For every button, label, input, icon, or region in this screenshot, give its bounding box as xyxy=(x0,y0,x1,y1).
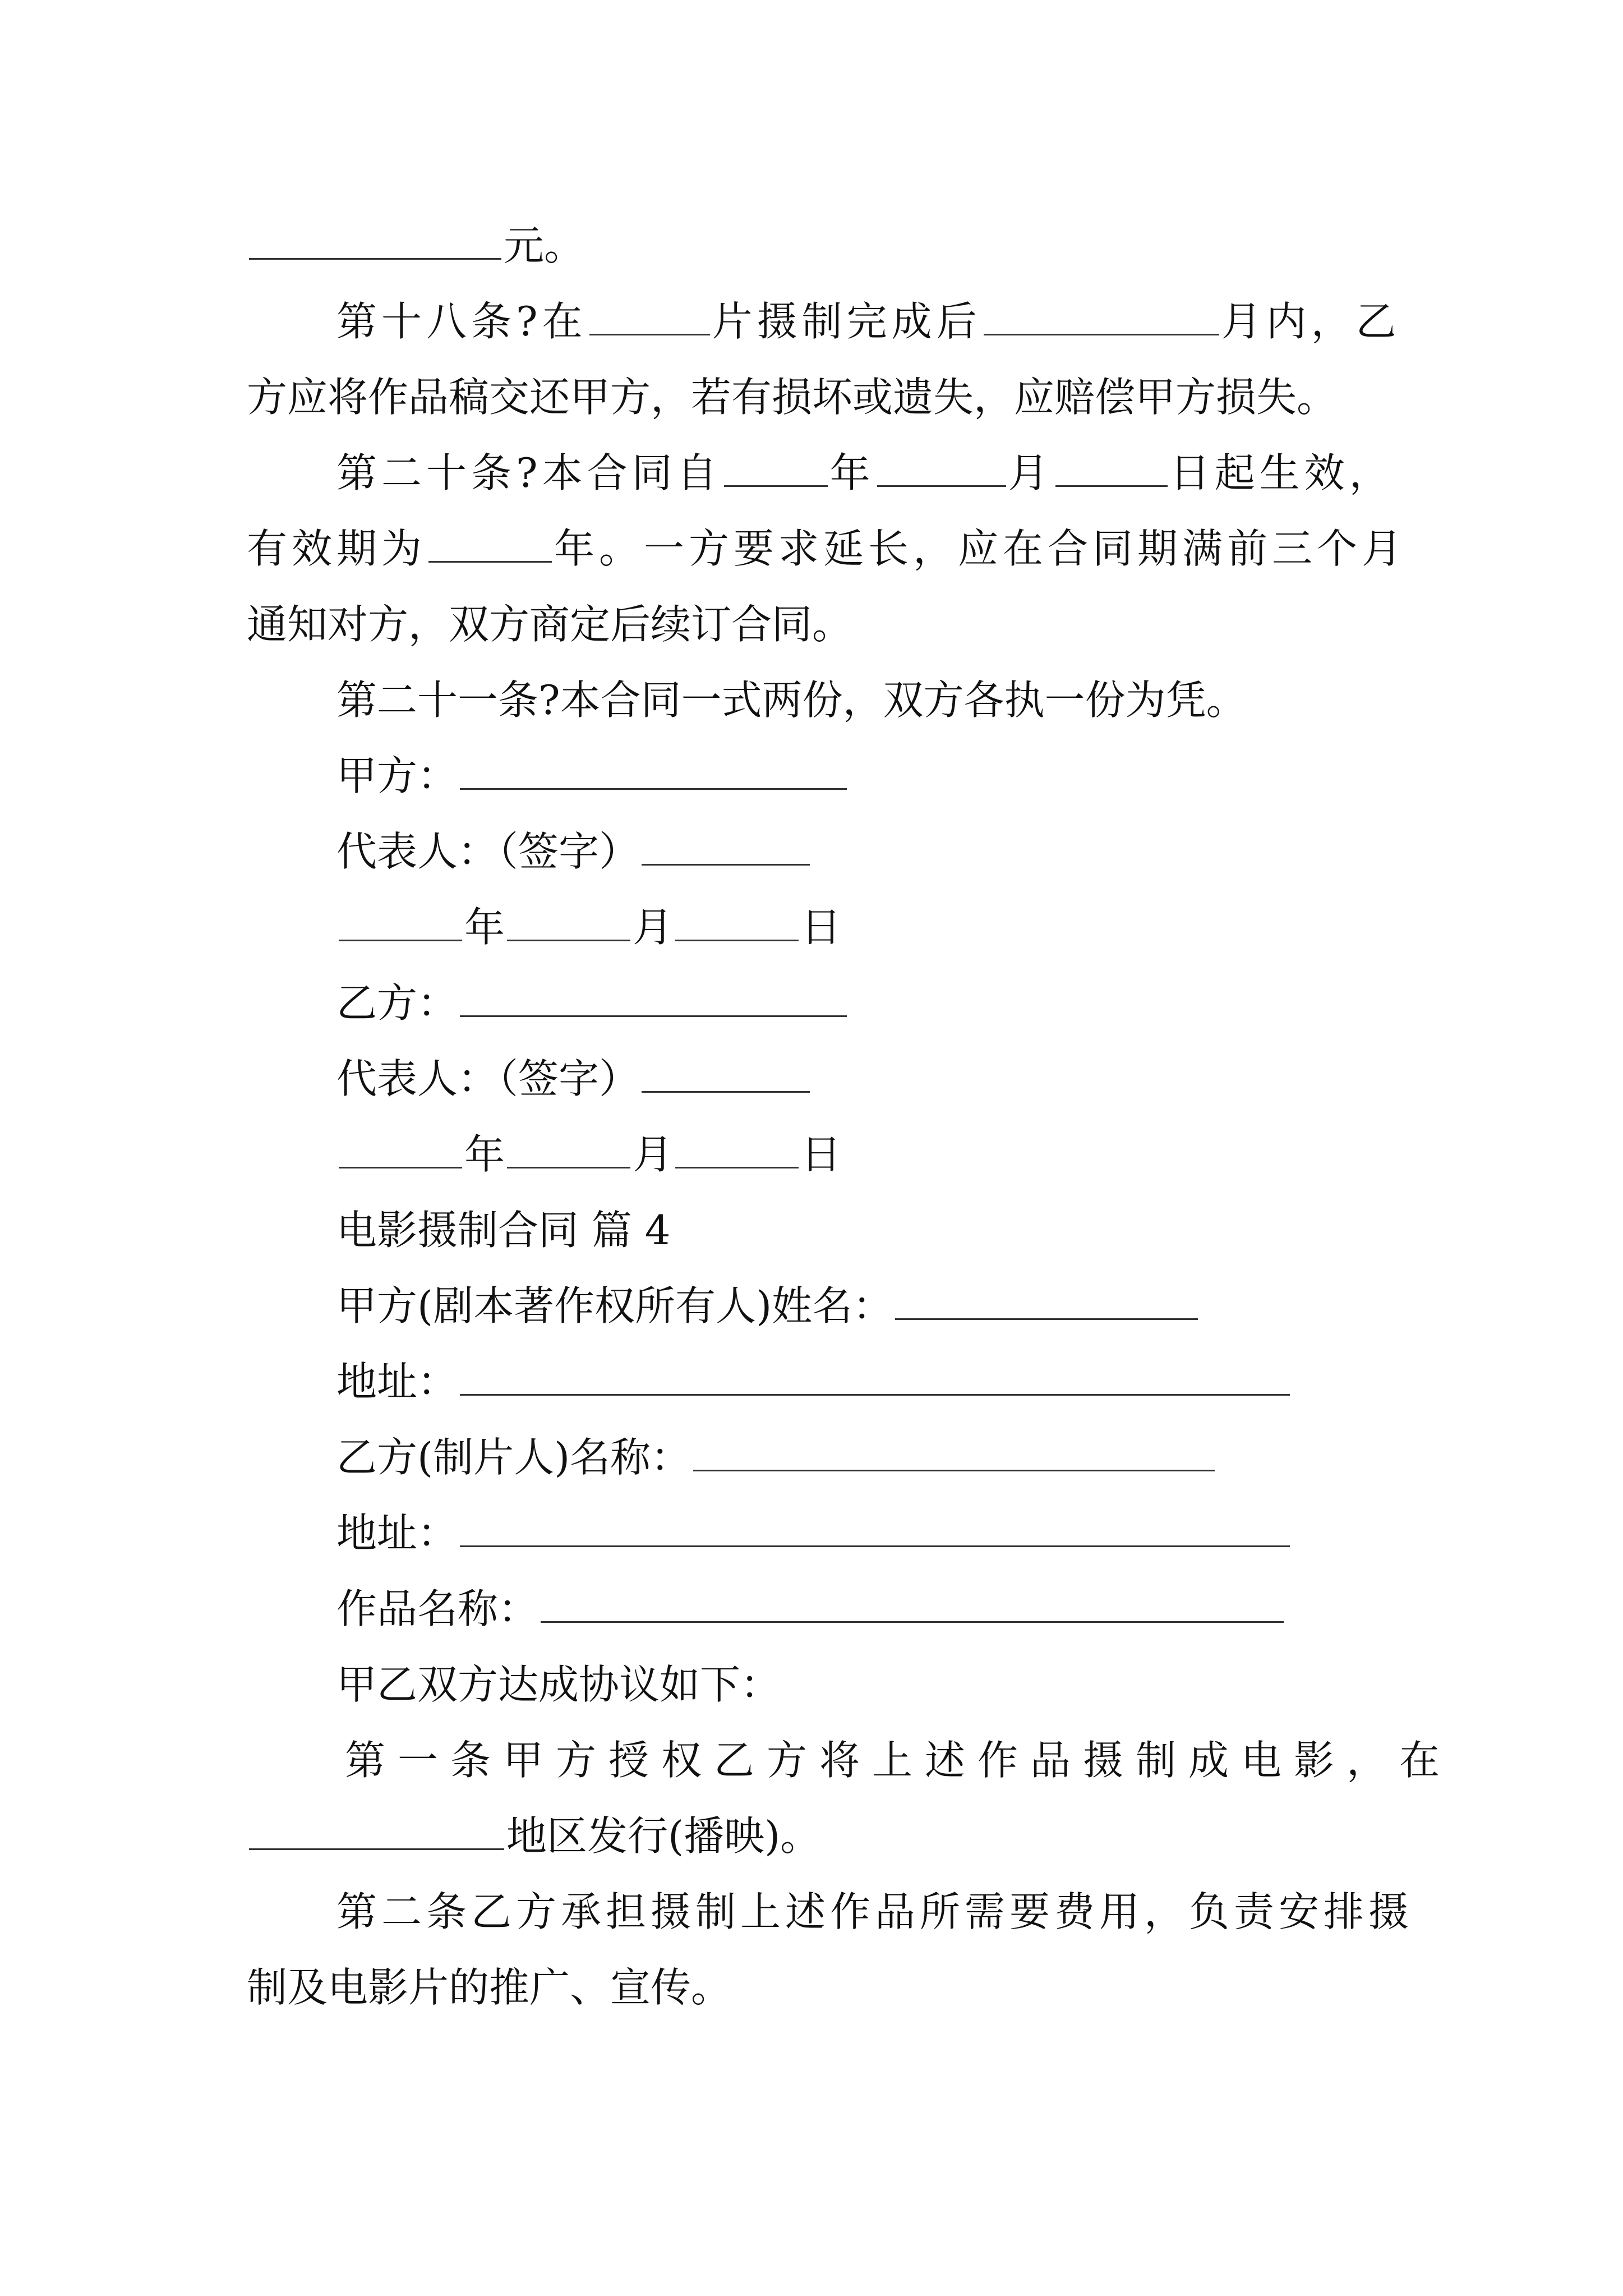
rep-a-line xyxy=(336,825,812,878)
article-1-line-1-text: 第一条甲方授权乙方将上述作品摄制成电影，在 xyxy=(345,1737,1453,1784)
rep-a-signature-blank[interactable] xyxy=(642,829,810,866)
work-name-blank[interactable] xyxy=(541,1586,1284,1623)
article-18-part-2: 片摄制完成后 xyxy=(712,298,981,345)
article-21-text: 第二十一条?本合同一式两份，双方各执一份为凭。 xyxy=(336,677,1247,724)
article-1-line-2 xyxy=(247,1809,820,1863)
article-20-line-1 xyxy=(336,446,1394,500)
owner-name-line xyxy=(336,1279,1200,1333)
party-b-blank[interactable] xyxy=(460,981,847,1017)
rep-b-line xyxy=(336,1052,812,1106)
producer-address-blank[interactable] xyxy=(460,1511,1290,1547)
date-a-day-text: 日 xyxy=(801,904,842,951)
owner-address-line xyxy=(336,1355,1292,1409)
date-a-month-text: 月 xyxy=(633,904,674,951)
article-20-month-text: 月 xyxy=(1008,449,1053,496)
article-2-line-1-text: 第二条乙方承担摄制上述作品所需要费用，负责安排摄 xyxy=(336,1888,1414,1935)
work-name-line xyxy=(336,1582,1286,1636)
region-blank[interactable] xyxy=(249,1814,504,1850)
rep-b-signature-blank[interactable] xyxy=(642,1056,810,1093)
article-18-part-3: 月内，乙 xyxy=(1221,298,1401,345)
producer-name-label: 乙方(制片人)名称： xyxy=(336,1434,691,1481)
article-1-line-1 xyxy=(345,1733,1452,1787)
article-20-line-3-text: 通知对方，双方商定后续订合同。 xyxy=(247,601,853,648)
section-4-title-line xyxy=(336,1203,671,1257)
article-1-line-2-text: 地区发行(播映)。 xyxy=(506,1812,821,1860)
date-b-month-text: 月 xyxy=(633,1131,674,1178)
article-20-year-blank[interactable] xyxy=(724,450,828,487)
date-a-month-blank[interactable] xyxy=(507,905,630,941)
owner-name-blank[interactable] xyxy=(895,1283,1198,1320)
article-20-day-text: 日起生效， xyxy=(1169,449,1394,496)
article-2-line-2 xyxy=(247,1961,731,2014)
party-b-label: 乙方： xyxy=(336,979,458,1027)
party-a-label: 甲方： xyxy=(336,752,458,799)
article-2-line-2-text: 制及电影片的推广、宣传。 xyxy=(247,1964,732,2011)
producer-name-blank[interactable] xyxy=(693,1435,1215,1471)
party-a-line xyxy=(336,749,849,803)
fee-line xyxy=(247,219,584,273)
party-b-line xyxy=(336,976,849,1030)
article-18-line-1 xyxy=(336,295,1401,348)
rep-a-label: 代表人：（签字） xyxy=(336,828,640,875)
article-18-line-2-text: 方应将作品稿交还甲方，若有损坏或遗失，应赔偿甲方损失。 xyxy=(247,374,1338,421)
date-a-year-text: 年 xyxy=(464,904,505,951)
owner-address-label: 地址： xyxy=(336,1358,458,1405)
article-21-line xyxy=(336,673,1247,727)
date-a-line xyxy=(336,900,841,954)
owner-address-blank[interactable] xyxy=(460,1359,1290,1396)
article-18-part-1: 第十八条?在 xyxy=(336,298,587,345)
article-20-day-blank[interactable] xyxy=(1055,450,1168,487)
date-b-month-blank[interactable] xyxy=(507,1132,630,1168)
date-b-day-text: 日 xyxy=(801,1131,842,1178)
article-20-month-blank[interactable] xyxy=(877,450,1006,487)
date-b-year-text: 年 xyxy=(464,1131,505,1178)
article-20-year-text: 年 xyxy=(829,449,875,496)
rep-b-label: 代表人：（签字） xyxy=(336,1055,640,1102)
article-18-line-2 xyxy=(247,370,1337,424)
date-a-day-blank[interactable] xyxy=(675,905,799,941)
article-18-film-blank[interactable] xyxy=(589,299,710,335)
article-18-months-blank[interactable] xyxy=(984,299,1219,335)
date-a-year-blank[interactable] xyxy=(339,905,462,941)
section-4-title: 电影摄制合同 篇 4 xyxy=(336,1207,671,1254)
date-b-year-blank[interactable] xyxy=(339,1132,462,1168)
agreement-intro: 甲乙双方达成协议如下： xyxy=(336,1661,781,1708)
article-20-part-1: 第二十条?本合同自 xyxy=(336,449,722,496)
agreement-intro-line xyxy=(336,1658,781,1711)
yuan-text: 元。 xyxy=(504,222,585,269)
producer-address-line xyxy=(336,1506,1292,1560)
producer-address-label: 地址： xyxy=(336,1510,458,1557)
owner-name-label: 甲方(剧本著作权所有人)姓名： xyxy=(336,1282,893,1329)
article-20-line-3 xyxy=(247,597,852,651)
fee-amount-blank[interactable] xyxy=(249,223,501,260)
article-20-line-2 xyxy=(247,522,1407,576)
work-name-label: 作品名称： xyxy=(336,1585,539,1632)
date-b-line xyxy=(336,1128,841,1181)
date-b-day-blank[interactable] xyxy=(675,1132,799,1168)
producer-name-line xyxy=(336,1430,1217,1484)
article-20-validity-blank[interactable] xyxy=(428,526,552,563)
article-20-line-2-b: 年。一方要求延长，应在合同期满前三个月 xyxy=(554,525,1407,572)
article-2-line-1 xyxy=(336,1885,1413,1939)
party-a-blank[interactable] xyxy=(460,753,847,790)
article-20-line-2-a: 有效期为 xyxy=(247,525,427,572)
